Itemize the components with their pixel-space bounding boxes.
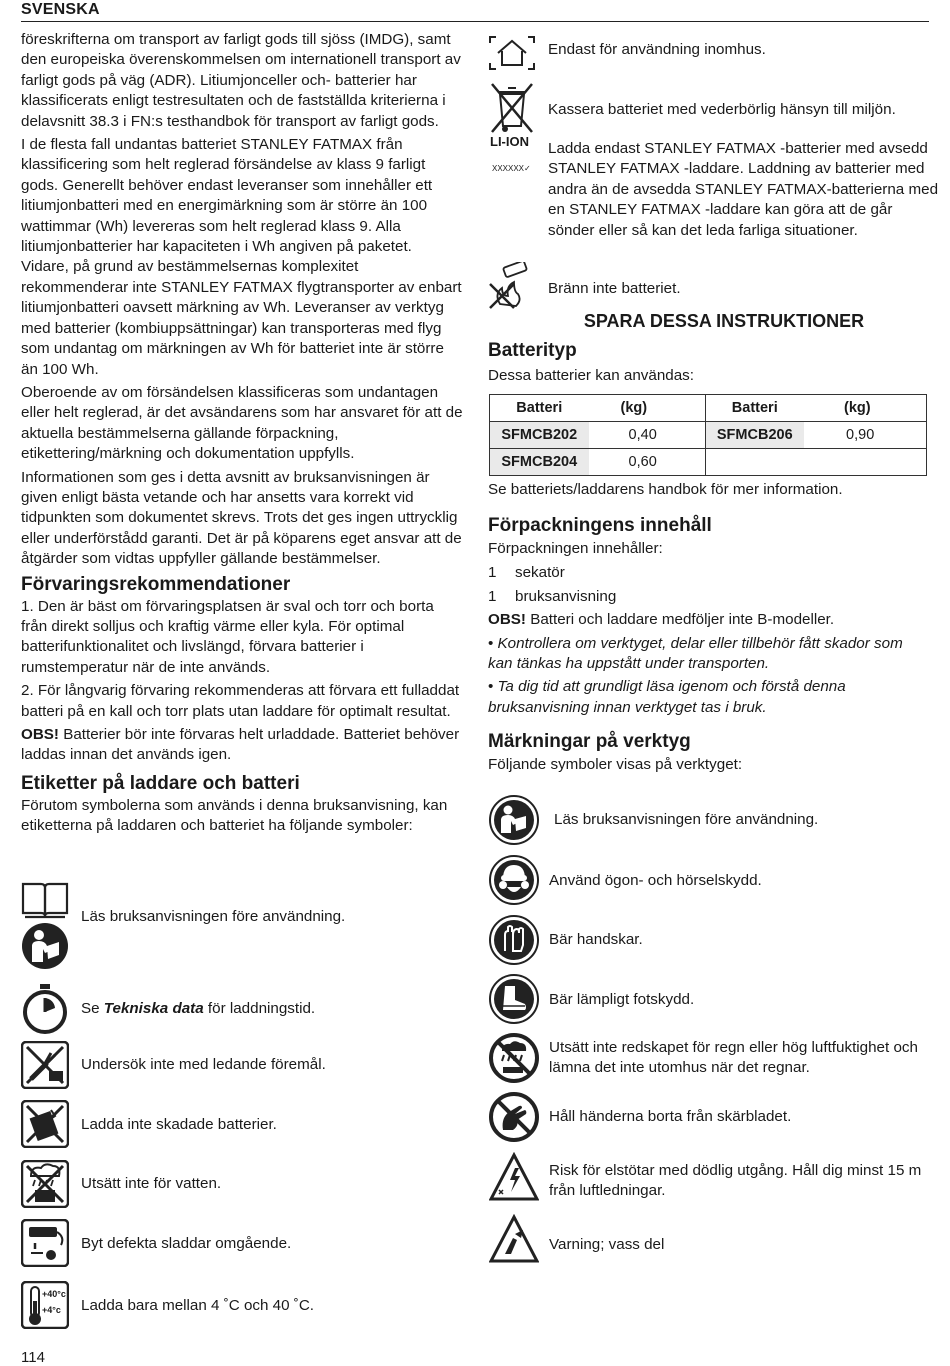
symbol-prefix: Se bbox=[81, 1000, 104, 1017]
thermometer-icon bbox=[21, 1281, 69, 1329]
page-header bbox=[21, 0, 929, 22]
battery-weight: 0,40 bbox=[589, 422, 705, 449]
top-symbol-text-3: Ladda endast STANLEY FATMAX -batterier med avsedd STANLEY FATMAX -laddare. Laddning av batterier med andra än de avsedda STANLEY FATMAX-batterierna med en STANLEY FATMAX -laddare kan göra att de går sönder eller så kan det leda farliga situationer. bbox=[548, 140, 939, 239]
defective-cord-icon bbox=[21, 1219, 69, 1267]
battery-note: Se batteriets/laddarens handbok för mer information. bbox=[488, 481, 843, 498]
read-manual-circle-icon bbox=[21, 922, 69, 970]
li-ion-label: LI-ION bbox=[490, 134, 529, 149]
no-conductive-objects-icon bbox=[21, 1041, 69, 1089]
no-rain-icon bbox=[489, 1033, 539, 1083]
gloves-icon bbox=[489, 915, 539, 965]
symbol-suffix: för laddningstid. bbox=[203, 1000, 316, 1017]
battery-type-heading: Batterityp bbox=[488, 340, 577, 361]
read-manual-icon bbox=[489, 795, 539, 845]
top-symbol-text-4: Bränn inte batteriet. bbox=[548, 280, 681, 297]
temp-high-label: +40°c bbox=[42, 1289, 66, 1299]
electric-shock-warning-icon bbox=[489, 1152, 539, 1202]
technical-data-ref: Tekniska data bbox=[103, 1000, 204, 1017]
transport-paragraph-1: föreskrifterna om transport av farligt gods till sjöss (IMDG), samt den europeiska överenskommelsen om internationell transport av farligt gods på väg (ADR). Litiumjonceller och- batterier har klassificerats enligt testresultaten och de fastställda kriterierna i delavsnitt 38.3 i FN:s testhandbok för transport av farligt gods. bbox=[21, 31, 461, 130]
obs-label: OBS! bbox=[21, 726, 59, 743]
package-note bbox=[488, 610, 930, 630]
storage-note bbox=[21, 725, 463, 766]
battery-model: SFMCB206 bbox=[705, 422, 804, 449]
left-column bbox=[21, 30, 463, 840]
storage-item-1: 1. Den är bäst om förvaringsplatsen är sval och torr och borta från direkt solljus och kraftig värme eller kyla. För optimal batterifunktionalitet och livslängd, förvara batterier i rumstemperatur när de inte används. bbox=[21, 597, 434, 676]
stopwatch-icon bbox=[21, 984, 69, 1034]
tool-symbol-text-8: Varning; vass del bbox=[549, 1236, 665, 1253]
crossed-bin-icon bbox=[488, 80, 544, 180]
save-instructions-heading: SPARA DESSA INSTRUKTIONER bbox=[583, 311, 865, 331]
col-battery-left: Batteri bbox=[490, 395, 589, 422]
obs-text: Batteri och laddare medföljer inte B-modeller. bbox=[525, 611, 835, 629]
transport-paragraph-4: Informationen som ges i detta avsnitt av bruksanvisningen är given enligt bästa vetande och har ansetts vara korrekt vid tidpunkten som dokumentet skrevs. Trots det ges ingen uttrycklig eller underförstådd garanti. Det är på köparens eget ansvar att de åtgärder som vidtas uppfyller gällande bestämmelser. bbox=[21, 468, 462, 568]
manual-book-icon bbox=[21, 880, 69, 920]
col-kg-right: (kg) bbox=[804, 395, 926, 422]
package-bullet-1 bbox=[488, 634, 930, 675]
battery-weight: 0,60 bbox=[589, 449, 705, 476]
package-item-qty: 1 bbox=[488, 564, 497, 582]
indoor-house-icon bbox=[488, 35, 536, 71]
top-symbol-text-2: Kassera batteriet med vederbörlig hänsyn till miljön. bbox=[548, 101, 896, 118]
package-heading: Förpackningens innehåll bbox=[488, 515, 712, 536]
tool-marks-intro: Följande symboler visas på verktyget: bbox=[488, 756, 743, 774]
col-kg-left: (kg) bbox=[589, 395, 705, 422]
transport-paragraph-3: Oberoende av om försändelsen klassificeras som undantagen eller helt reglerad, är det avsändarens som har ansvaret för att de aktuella bestämmelserna gällande förpackning, etikettering/märkning och dokumentation uppfylls. bbox=[21, 383, 463, 463]
bullet-dot: • bbox=[488, 678, 498, 696]
tool-symbol-text-5: Utsätt inte redskapet för regn eller hög luftfuktighet och lämna det inte utomhus när det regnar. bbox=[549, 1039, 918, 1077]
battery-weight bbox=[804, 449, 926, 476]
tool-symbol-text-1: Läs bruksanvisningen före användning. bbox=[554, 811, 819, 828]
battery-model: SFMCB204 bbox=[490, 449, 589, 476]
label-symbol-text-4: Ladda inte skadade batterier. bbox=[81, 1116, 277, 1133]
bullet-text: Ta dig tid att grundligt läsa igenom och förstå denna bruksanvisning innan verktyget tas i bruk. bbox=[488, 678, 846, 716]
language-label: SVENSKA bbox=[21, 1, 100, 18]
obs-text: Batterier bör inte förvaras helt urladdade. Batteriet behöver laddas innan det används igen. bbox=[21, 726, 460, 764]
no-burn-icon bbox=[488, 262, 536, 310]
package-bullet-2 bbox=[488, 677, 930, 718]
label-symbol-text-1: Läs bruksanvisningen före användning. bbox=[81, 908, 346, 925]
top-symbol-text-1: Endast för användning inomhus. bbox=[548, 41, 766, 58]
tool-symbol-text-2: Använd ögon- och hörselskydd. bbox=[549, 872, 762, 889]
li-ion-sublabel: XXXXXX✓ bbox=[492, 164, 531, 173]
temp-low-label: +4°c bbox=[42, 1305, 61, 1315]
boot-icon bbox=[489, 974, 539, 1024]
package-item-name: sekatör bbox=[515, 564, 565, 582]
keep-hands-away-icon bbox=[489, 1092, 539, 1142]
transport-paragraph-2: I de flesta fall undantas batteriet STANLEY FATMAX från klassificering som helt reglerad försändelse av klass 9 farligt gods. Generellt behöver endast leveranser som innehåller ett litiumjonbatteri med en energimärkning som är större än 100 wattimmar (Wh) levereras som helt reglerad klass 9. Alla litiumjonbatterier har kapaciteten i Wh angiven på paketet. Vidare, på grund av bestämmelsernas komplexitet rekommenderar inte STANLEY FATMAX flygtransporter av enbart litiumjonbatteri oavsett märkning av Wh. Leveranser av verktyg med batterier (kombiuppsättningar) kan transporteras med flyg som undantag om märkningen av Wh för batteriet inte är större än 100 Wh. bbox=[21, 136, 462, 378]
package-item-name: bruksanvisning bbox=[515, 587, 617, 605]
eye-ear-protection-icon bbox=[489, 855, 539, 905]
table-row bbox=[490, 422, 927, 449]
labels-heading: Etiketter på laddare och batteri bbox=[21, 772, 300, 794]
labels-intro: Förutom symbolerna som används i denna bruksanvisning, kan etiketterna på laddaren och batteriet ha följande symboler: bbox=[21, 796, 448, 835]
storage-item-2: 2. För långvarig förvaring rekommenderas att förvara ett fulladdat batteri på en kall och torr plats utan laddare för optimalt resultat. bbox=[21, 682, 460, 720]
label-symbol-text-2 bbox=[81, 999, 315, 1019]
tool-symbol-text-7: Risk för elstötar med dödlig utgång. Håll dig minst 15 m från luftledningar. bbox=[549, 1162, 922, 1200]
label-symbol-text-5: Utsätt inte för vatten. bbox=[81, 1175, 222, 1192]
tool-symbol-text-4: Bär lämpligt fotskydd. bbox=[549, 991, 695, 1008]
package-item bbox=[488, 563, 930, 583]
storage-heading: Förvaringsrekommendationer bbox=[21, 573, 291, 595]
sharp-part-warning-icon bbox=[489, 1214, 539, 1264]
no-damaged-battery-icon bbox=[21, 1100, 69, 1148]
package-item bbox=[488, 587, 930, 607]
battery-model bbox=[705, 449, 804, 476]
label-symbol-text-6: Byt defekta sladdar omgående. bbox=[81, 1235, 292, 1252]
tool-symbol-text-3: Bär handskar. bbox=[549, 931, 643, 948]
battery-weight: 0,90 bbox=[804, 422, 926, 449]
battery-table bbox=[489, 394, 927, 476]
battery-type-intro: Dessa batterier kan användas: bbox=[488, 367, 694, 384]
label-symbol-text-7: Ladda bara mellan 4 ˚C och 40 ˚C. bbox=[81, 1297, 315, 1314]
table-row bbox=[490, 449, 927, 476]
package-item-qty: 1 bbox=[488, 587, 497, 605]
battery-model: SFMCB202 bbox=[490, 422, 589, 449]
obs-label: OBS! bbox=[488, 611, 526, 629]
label-symbol-text-3: Undersök inte med ledande föremål. bbox=[81, 1056, 326, 1073]
no-water-icon bbox=[21, 1160, 69, 1208]
bullet-dot: • bbox=[488, 634, 498, 652]
tool-symbol-text-6: Håll händerna borta från skärbladet. bbox=[549, 1108, 792, 1125]
page-number: 114 bbox=[21, 1349, 45, 1366]
package-intro: Förpackningen innehåller: bbox=[488, 540, 663, 557]
table-header-row bbox=[490, 395, 927, 422]
tool-marks-heading: Märkningar på verktyg bbox=[488, 731, 691, 753]
col-battery-right: Batteri bbox=[705, 395, 804, 422]
bullet-text: Kontrollera om verktyget, delar eller tillbehör fått skador som kan tänkas ha uppstått under transporten. bbox=[488, 634, 903, 673]
package-section bbox=[488, 514, 930, 776]
